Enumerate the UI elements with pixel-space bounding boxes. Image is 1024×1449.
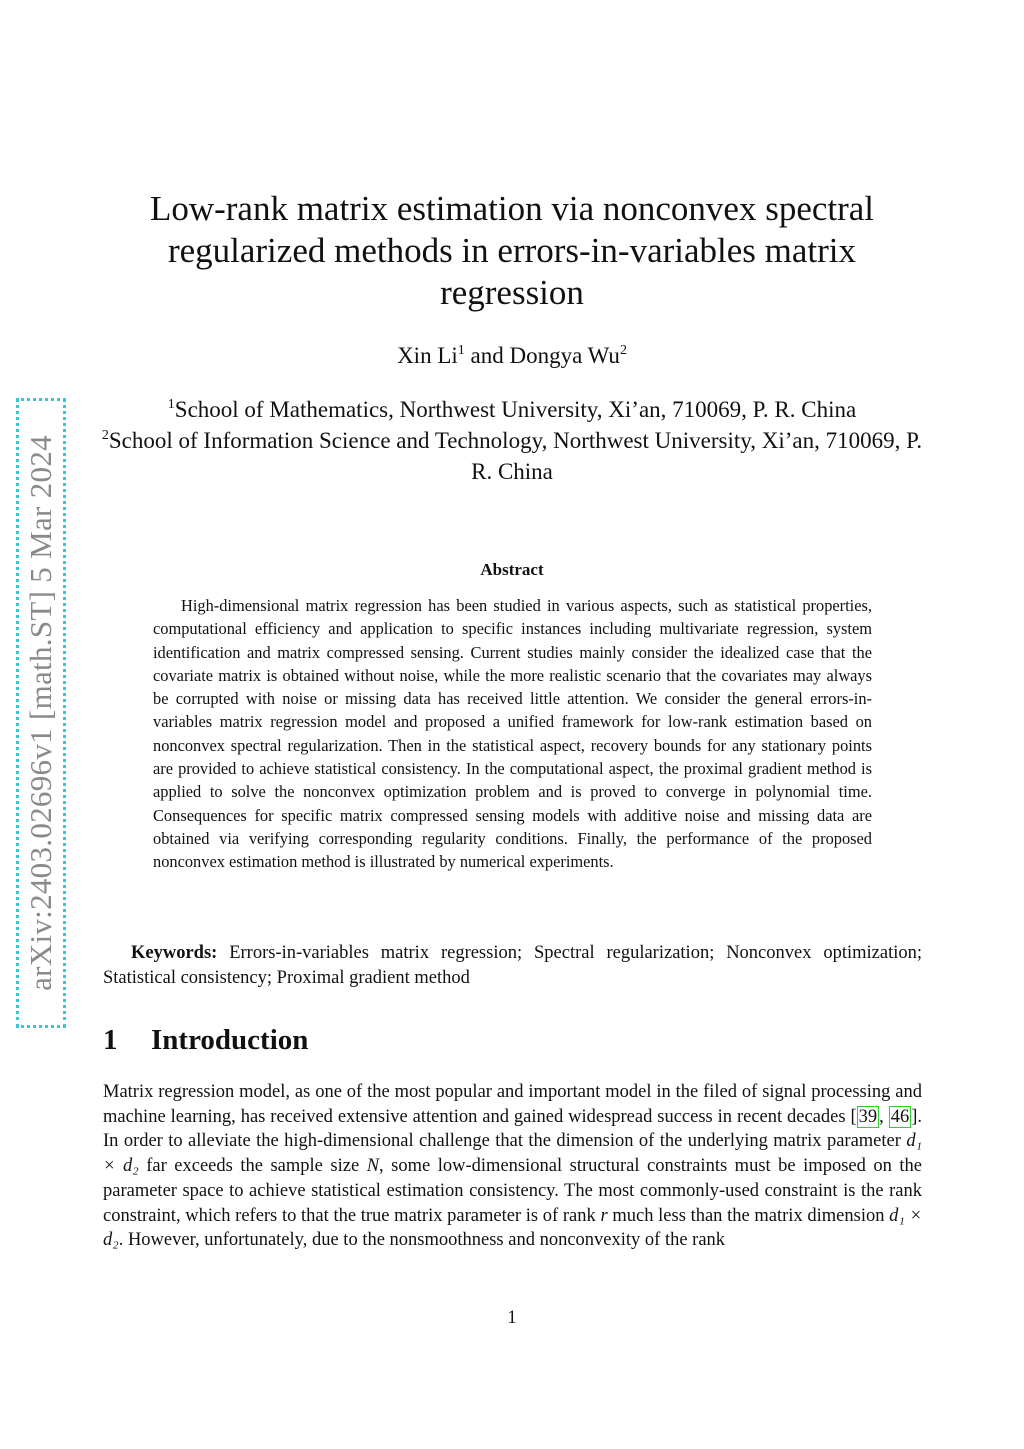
body-text: , some low-dimensional structural constraints must be imposed on the parameter space to achieve statistical estimation consistency. The most commonly-used constraint is the rank constraint, which refers to that the true matrix parameter is of rank — [103, 1156, 923, 1226]
body-text: far exceeds the sample size — [138, 1156, 367, 1177]
citation-link[interactable]: 39 — [858, 1106, 878, 1127]
affiliation — [100, 394, 924, 425]
author-name: Dongya Wu — [509, 343, 620, 368]
keywords-label: Keywords: — [131, 943, 218, 963]
affiliations — [100, 394, 924, 487]
citation-link[interactable]: 46 — [890, 1106, 910, 1127]
affiliation-marker: 2 — [619, 343, 627, 358]
page-number: 1 — [507, 1308, 517, 1328]
author-line — [130, 343, 894, 369]
math-inline: d₁ × d₂ — [103, 1205, 922, 1251]
affiliation-marker: 1 — [457, 343, 465, 358]
arxiv-identifier[interactable]: arXiv:2403.02696v1 [math.ST] 5 Mar 2024 — [23, 435, 58, 991]
paper-title: Low-rank matrix estimation via nonconvex spectral regularized methods in errors-in-variables matrix regression — [149, 189, 875, 312]
section-title: Introduction — [151, 1024, 309, 1056]
body-text: Matrix regression model, as one of the most popular and important model in the filed of signal processing and machine learning, has received extensive attention and gained widespread success in recent decades — [103, 1082, 922, 1127]
abstract-heading: Abstract — [480, 560, 544, 579]
affiliation-text: School of Mathematics, Northwest University, Xi’an, 710069, P. R. China — [174, 397, 857, 422]
section-number: 1 — [103, 1024, 118, 1056]
keywords-text: Errors-in-variables matrix regression; Spectral regularization; Nonconvex optimization; Statistical consistency; Proximal gradient method — [103, 943, 922, 988]
body-text: . However, unfortunately, due to the nonsmoothness and nonconvexity of the rank — [118, 1230, 726, 1251]
affiliation — [100, 425, 924, 487]
citation-separator: , — [879, 1106, 889, 1127]
affiliation-text: School of Information Science and Technology, Northwest University, Xi’an, 710069, P. R. China — [108, 428, 923, 484]
body-text: much less than the matrix dimension — [607, 1205, 890, 1226]
author-name: Xin Li — [397, 343, 458, 368]
math-inline: N — [366, 1156, 380, 1177]
intro-paragraph: Matrix regression model, as one of the most popular and important model in the filed of signal processing and machine learning, has received extensive attention and gained widespread success in recent decades [ 39 , 46 ]. In order to alleviate the high-dimensional challenge that the dimension of the underlying matrix parameter d₁ × d₂ far exceeds the sample size N, some low-dimensional structural constraints must be imposed on the parameter space to achieve statistical estimation consistency. The most commonly-used constraint is the rank constraint, which refers to that the true matrix parameter is of rank r much less than the matrix dimension d₁ × d₂. However, unfortunately, due to the nonsmoothness and nonconvexity of the rank — [103, 1082, 923, 1251]
section-heading — [103, 1024, 308, 1057]
keywords — [103, 941, 922, 991]
math-inline: r — [600, 1205, 608, 1226]
affiliation-marker: 1 — [167, 397, 175, 412]
affiliation-marker: 2 — [101, 428, 109, 443]
math-inline: d₁ × d₂ — [103, 1131, 922, 1177]
author-connector: and — [464, 343, 510, 368]
abstract-text: High-dimensional matrix regression has been studied in various aspects, such as statistical properties, computational efficiency and application to specific instances including multivariate regression, system identification and matrix compressed sensing. Current studies mainly consider the idealized case that the covariate matrix is obtained without noise, while the more realistic scenario that the covariates may always be corrupted with noise or missing data has received little attention. We consider the general errors-in-variables matrix regression model and proposed a unified framework for low-rank estimation based on nonconvex spectral regularization. Then in the statistical aspect, recovery bounds for any stationary points are provided to achieve statistical consistency. In the computational aspect, the proximal gradient method is applied to solve the nonconvex optimization problem and is proved to converge in polynomial time. Consequences for specific matrix compressed sensing models with additive noise and missing data are obtained via verifying corresponding regularity conditions. Finally, the performance of the proposed nonconvex estimation method is illustrated by numerical experiments. — [153, 596, 872, 872]
body-text: . In order to alleviate the high-dimensional challenge that the dimension of the underlying matrix parameter — [103, 1106, 923, 1152]
